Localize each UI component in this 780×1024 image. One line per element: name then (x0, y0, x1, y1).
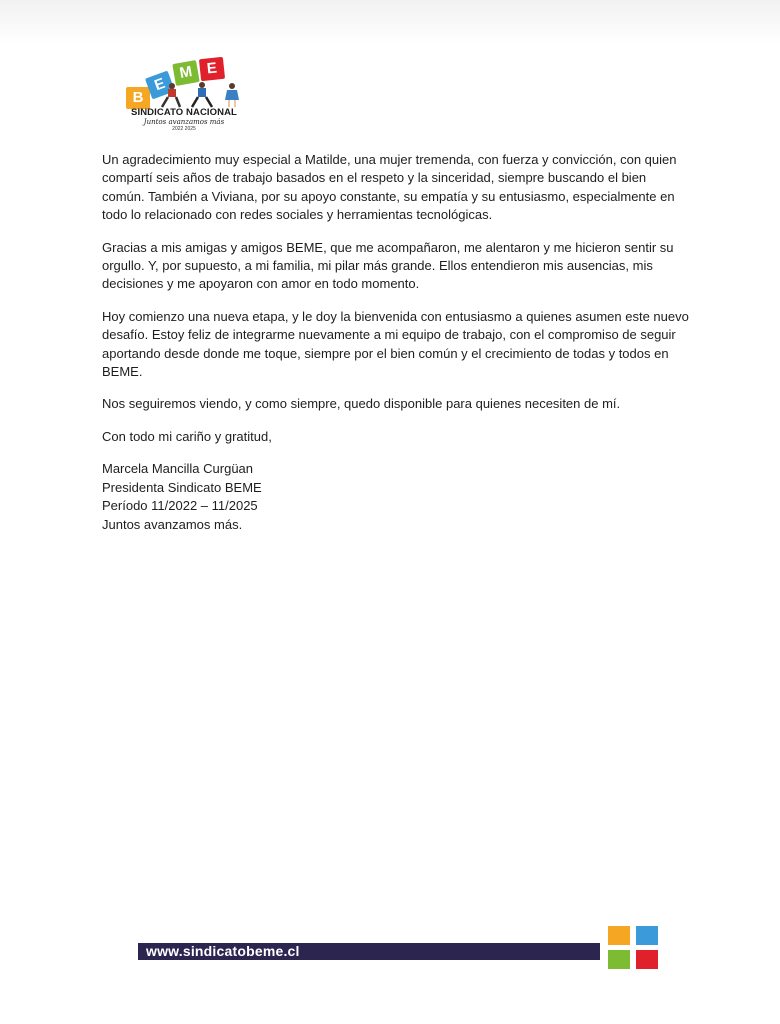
paragraph-acknowledgement: Un agradecimiento muy especial a Matilde, una mujer tremenda, con fuerza y convicción, con quien compartí seis años de trabajo basados en el respeto y la sinceridad, siempre buscando el bien común. También a Viviana, por su apoyo constante, su empatía y su entusiasmo, especialmente en todo lo relacionado con redes sociales y herramientas tecnológicas. (102, 152, 677, 223)
paragraph-new-stage: Hoy comienzo una nueva etapa, y le doy la bienvenida con entusiasmo a quienes asumen este nuevo desafío. Estoy feliz de integrarme nuevamente a mi equipo de trabajo, con el compromiso de seguir aportando desde donde me toque, siempre por el bien común y el crecimiento de todas y todos en BEME. (102, 308, 689, 380)
paragraph-availability: Nos seguiremos viendo, y como siempre, quedo disponible para quienes necesiten de mí. (102, 396, 621, 412)
footer-square-green (608, 950, 630, 969)
page-top-shade (0, 0, 780, 44)
footer-square-red (636, 950, 658, 969)
signature-block (102, 460, 692, 534)
logo-letter-e2: E (199, 57, 225, 81)
footer-url-bar (138, 943, 600, 960)
letter-body (102, 151, 692, 534)
logo-motto: Juntos avanzamos más (143, 118, 225, 126)
logo-letter-m: M (172, 60, 199, 86)
paragraph-thanks: Gracias a mis amigas y amigos BEME, que me acompañaron, me alentaron y me hicieron sentir su orgullo. Y, por supuesto, a mi familia, mi pilar más grande. Ellos entendieron mis ausencias, mis decisiones y me apoyaron con amor en todo momento. (102, 239, 674, 292)
sindicato-beme-logo (122, 56, 246, 132)
logo-figures-icon (152, 80, 246, 108)
footer-url[interactable]: www.sindicatobeme.cl (146, 943, 300, 959)
paragraph-closing: Con todo mi cariño y gratitud, (102, 428, 272, 444)
signature-role: Presidenta Sindicato BEME (102, 479, 262, 495)
signature-slogan: Juntos avanzamos más. (102, 516, 243, 532)
logo-title: SINDICATO NACIONAL (131, 107, 237, 118)
logo-years: 2022 2025 (172, 126, 196, 132)
logo-letter-e: E (145, 71, 175, 100)
signature-name: Marcela Mancilla Curgüan (102, 461, 254, 477)
logo-letter-b: B (126, 87, 150, 109)
footer-square-blue (636, 926, 658, 945)
signature-period: Período 11/2022 – 11/2025 (102, 498, 258, 514)
footer-square-orange (608, 926, 630, 945)
